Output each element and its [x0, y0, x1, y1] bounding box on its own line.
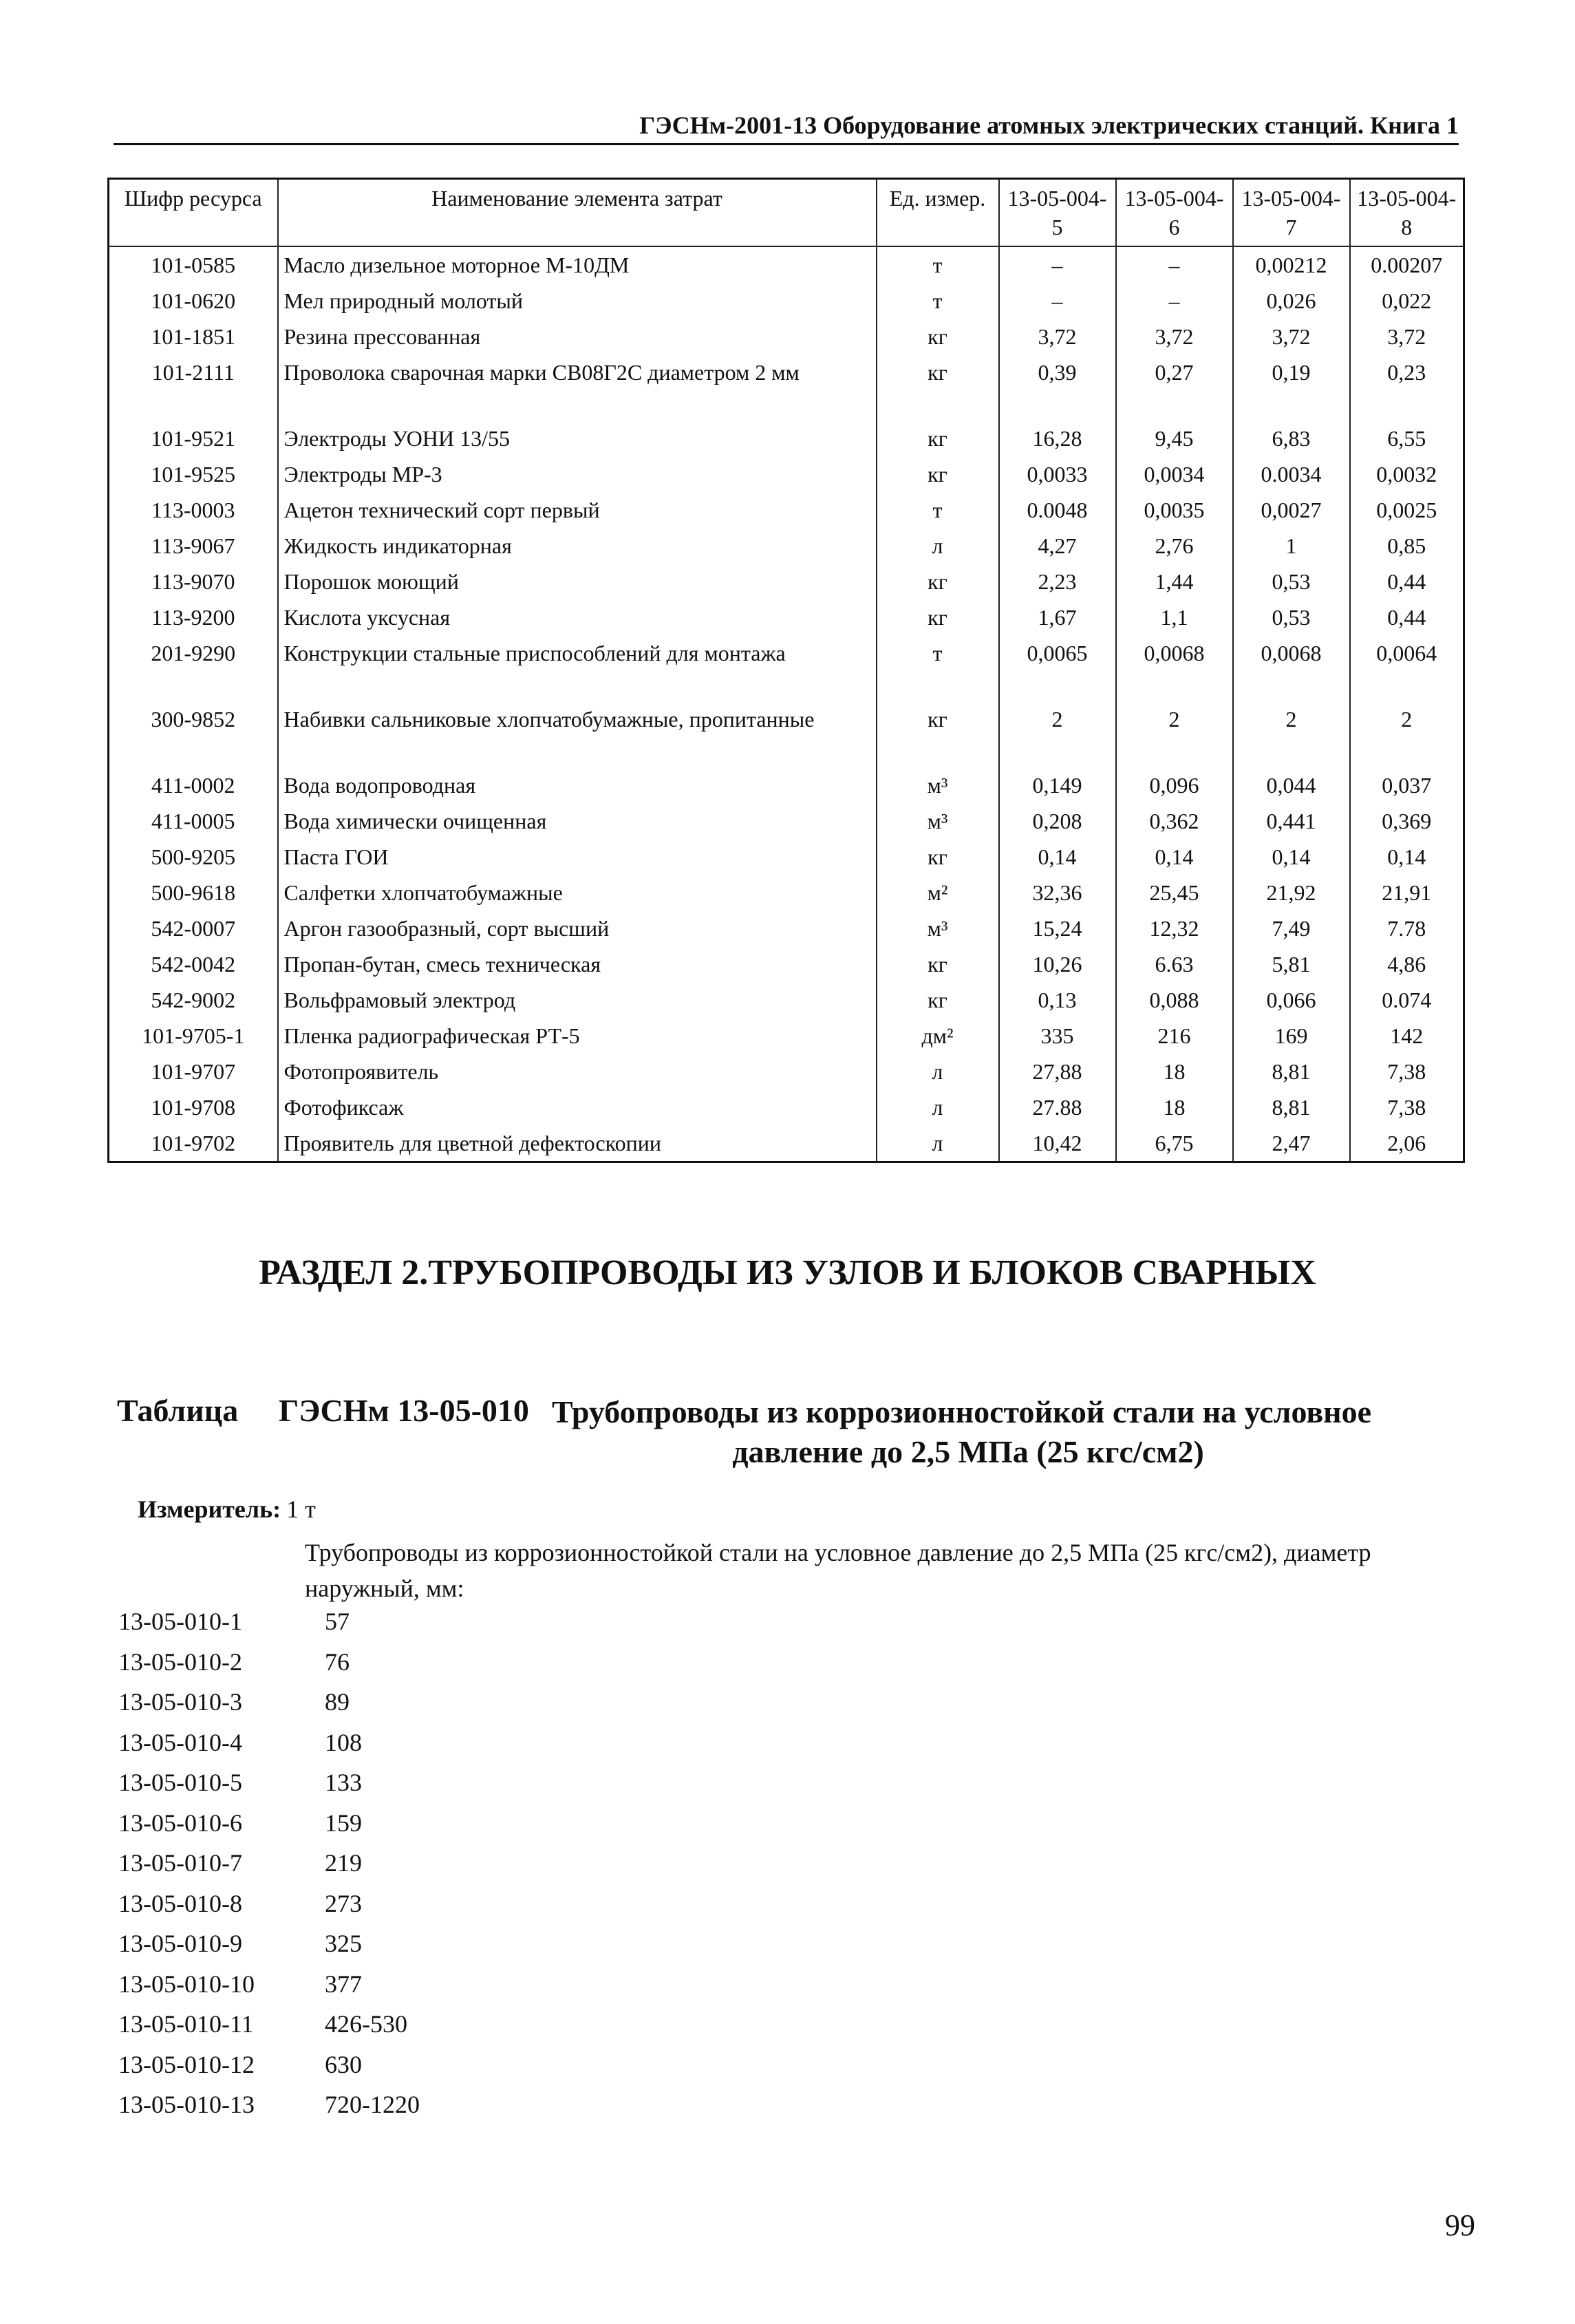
cell-value-8: 0,44	[1350, 599, 1464, 635]
cell-name: Проявитель для цветной дефектоскопии	[278, 1125, 877, 1162]
table-row	[109, 982, 1464, 1018]
table-row	[109, 246, 1464, 283]
cell-value-6: 6.63	[1116, 946, 1233, 982]
table-code: ГЭСНм 13-05-010	[279, 1393, 529, 1428]
cell-value-5: 4,27	[999, 528, 1116, 564]
cell-unit: м³	[877, 910, 999, 946]
page-header	[114, 111, 1459, 145]
spec-code: 13-05-010-12	[118, 2050, 255, 2078]
section-title: РАЗДЕЛ 2.ТРУБОПРОВОДЫ ИЗ УЗЛОВ И БЛОКОВ СВАРНЫХ	[259, 1253, 1316, 1292]
cell-value-5: 27.88	[999, 1089, 1116, 1125]
meter-value: 1 т	[286, 1495, 316, 1523]
cell-value-8: 21,91	[1350, 875, 1464, 910]
cell-value-5: 2,23	[999, 564, 1116, 599]
col-header-5: 13-05-004-5	[999, 179, 1116, 247]
cell-unit: л	[877, 528, 999, 564]
cell-value-8: 4,86	[1350, 946, 1464, 982]
cell-code: 101-0585	[109, 246, 278, 283]
cell-value-6: 216	[1116, 1018, 1233, 1054]
cell-value-5: 0.0048	[999, 492, 1116, 528]
cell-value-5: 10,26	[999, 946, 1116, 982]
spec-item	[118, 1648, 738, 1688]
cell-value-7: 0,53	[1233, 599, 1350, 635]
cell-value-6: 3,72	[1116, 319, 1233, 354]
cell-value-7: 0,14	[1233, 839, 1350, 875]
cell-value-5: 0,0033	[999, 456, 1116, 492]
spec-item	[118, 1970, 738, 2010]
cell-value-5: 0,0065	[999, 635, 1116, 701]
spec-diameter: 108	[325, 1728, 362, 1756]
spec-code: 13-05-010-2	[118, 1648, 242, 1676]
cell-value-7: 1	[1233, 528, 1350, 564]
table-row	[109, 839, 1464, 875]
table-row	[109, 1018, 1464, 1054]
col-header-name: Наименование элемента затрат	[278, 179, 877, 247]
cell-value-8: 3,72	[1350, 319, 1464, 354]
spec-diameter: 57	[325, 1608, 350, 1635]
spec-description: Трубопроводы из коррозионностойкой стали на условное давление до 2,5 МПа (25 кгс/см2), диаметр наружный, мм:	[305, 1539, 1371, 1602]
cell-value-7: 7,49	[1233, 910, 1350, 946]
cell-value-8: 142	[1350, 1018, 1464, 1054]
cell-code: 500-9618	[109, 875, 278, 910]
col-header-code: Шифр ресурса	[109, 179, 278, 247]
cell-unit: л	[877, 1054, 999, 1089]
spec-code: 13-05-010-9	[118, 1930, 242, 1957]
cell-code: 300-9852	[109, 701, 278, 767]
table-row	[109, 564, 1464, 599]
table-row	[109, 354, 1464, 420]
cell-unit: кг	[877, 420, 999, 456]
cell-value-6: 25,45	[1116, 875, 1233, 910]
cell-code: 101-2111	[109, 354, 278, 420]
cell-value-7: 5,81	[1233, 946, 1350, 982]
cell-code: 101-9521	[109, 420, 278, 456]
cell-value-6: 0,0035	[1116, 492, 1233, 528]
cell-value-5: 32,36	[999, 875, 1116, 910]
cell-code: 113-9200	[109, 599, 278, 635]
cell-value-7: 6,83	[1233, 420, 1350, 456]
cell-value-6: 18	[1116, 1089, 1233, 1125]
cell-value-5: 27,88	[999, 1054, 1116, 1089]
cell-unit: кг	[877, 319, 999, 354]
table-row	[109, 767, 1464, 803]
cell-unit: т	[877, 246, 999, 283]
cell-value-6: 0,088	[1116, 982, 1233, 1018]
spec-item	[118, 1889, 738, 1930]
cell-value-6: 0,096	[1116, 767, 1233, 803]
meter	[138, 1495, 316, 1524]
cell-code: 542-0042	[109, 946, 278, 982]
cell-value-5: –	[999, 283, 1116, 319]
spec-diameter: 89	[325, 1688, 350, 1716]
table-label: Таблица	[117, 1393, 239, 1428]
cell-value-6: 0,14	[1116, 839, 1233, 875]
cell-value-6: 18	[1116, 1054, 1233, 1089]
spec-code: 13-05-010-6	[118, 1809, 242, 1837]
cell-value-8: 0,85	[1350, 528, 1464, 564]
table-row	[109, 1054, 1464, 1089]
cell-value-7: 0,066	[1233, 982, 1350, 1018]
spec-item	[118, 1728, 738, 1769]
cell-name: Проволока сварочная марки СВ08Г2С диаметром 2 мм	[278, 354, 877, 420]
cell-value-5: 0,149	[999, 767, 1116, 803]
page-header-title: ГЭСНм-2001-13 Оборудование атомных электрических станций. Книга 1	[639, 111, 1459, 139]
spec-item	[118, 1848, 738, 1889]
cell-unit: м²	[877, 875, 999, 910]
cell-name: Вольфрамовый электрод	[278, 982, 877, 1018]
cell-unit: кг	[877, 982, 999, 1018]
spec-diameter: 426-530	[325, 2010, 407, 2038]
table-row	[109, 910, 1464, 946]
spec-code: 13-05-010-10	[118, 1970, 255, 1998]
cell-code: 542-0007	[109, 910, 278, 946]
cell-name: Вода химически очищенная	[278, 803, 877, 839]
cell-name: Салфетки хлопчатобумажные	[278, 875, 877, 910]
cell-value-7: 8,81	[1233, 1089, 1350, 1125]
spec-code: 13-05-010-4	[118, 1728, 242, 1756]
cell-name: Аргон газообразный, сорт высший	[278, 910, 877, 946]
resource-table-header	[109, 179, 1464, 247]
cell-name: Электроды МР-3	[278, 456, 877, 492]
cell-value-5: 0,14	[999, 839, 1116, 875]
spec-item	[118, 1809, 738, 1849]
cell-value-6: 2,76	[1116, 528, 1233, 564]
cell-value-8: 2,06	[1350, 1125, 1464, 1162]
cell-unit: кг	[877, 564, 999, 599]
cell-name: Пропан-бутан, смесь техническая	[278, 946, 877, 982]
table-row	[109, 599, 1464, 635]
spec-diameter: 630	[325, 2050, 362, 2078]
cell-value-6: 6,75	[1116, 1125, 1233, 1162]
spec-item	[118, 1687, 738, 1728]
cell-value-7: 0,19	[1233, 354, 1350, 420]
cell-value-6: –	[1116, 246, 1233, 283]
cell-value-7: 3,72	[1233, 319, 1350, 354]
spec-item	[118, 2050, 738, 2091]
cell-value-8: 2	[1350, 701, 1464, 767]
col-header-unit: Ед. измер.	[877, 179, 999, 247]
spec-item	[118, 2090, 738, 2131]
cell-value-5: 15,24	[999, 910, 1116, 946]
cell-name: Пленка радиографическая РТ-5	[278, 1018, 877, 1054]
cell-value-8: 0,23	[1350, 354, 1464, 420]
cell-code: 101-9705-1	[109, 1018, 278, 1054]
spec-diameter: 133	[325, 1769, 362, 1796]
cell-value-6: 1,1	[1116, 599, 1233, 635]
spec-diameter: 325	[325, 1930, 362, 1957]
cell-value-6: –	[1116, 283, 1233, 319]
resource-table-body	[109, 246, 1464, 1162]
table-title-line1: Трубопроводы из коррозионностойкой стали на условное	[552, 1394, 1372, 1429]
cell-value-8: 7,38	[1350, 1089, 1464, 1125]
cell-value-7: 0.0034	[1233, 456, 1350, 492]
cell-name: Кислота уксусная	[278, 599, 877, 635]
cell-value-8: 0,14	[1350, 839, 1464, 875]
cell-name: Ацетон технический сорт первый	[278, 492, 877, 528]
cell-value-6: 12,32	[1116, 910, 1233, 946]
cell-name: Паста ГОИ	[278, 839, 877, 875]
cell-unit: дм²	[877, 1018, 999, 1054]
cell-code: 101-0620	[109, 283, 278, 319]
spec-code: 13-05-010-3	[118, 1688, 242, 1716]
col-header-8: 13-05-004-8	[1350, 179, 1464, 247]
cell-code: 201-9290	[109, 635, 278, 701]
meter-label: Измеритель:	[138, 1495, 281, 1523]
cell-value-5: 2	[999, 701, 1116, 767]
cell-value-5: 0,39	[999, 354, 1116, 420]
cell-name: Конструкции стальные приспособлений для монтажа	[278, 635, 877, 701]
spec-code: 13-05-010-13	[118, 2091, 255, 2118]
cell-code: 101-9702	[109, 1125, 278, 1162]
table-row	[109, 456, 1464, 492]
cell-value-6: 1,44	[1116, 564, 1233, 599]
table-row	[109, 528, 1464, 564]
cell-unit: м³	[877, 767, 999, 803]
spec-item	[118, 1607, 738, 1648]
cell-unit: кг	[877, 354, 999, 420]
cell-code: 101-9525	[109, 456, 278, 492]
cell-value-5: 0,13	[999, 982, 1116, 1018]
cell-value-7: 0,026	[1233, 283, 1350, 319]
cell-name: Фотопроявитель	[278, 1054, 877, 1089]
table-row	[109, 492, 1464, 528]
cell-value-7: 2	[1233, 701, 1350, 767]
cell-code: 411-0002	[109, 767, 278, 803]
cell-value-8: 0,022	[1350, 283, 1464, 319]
cell-unit: кг	[877, 456, 999, 492]
cell-value-7: 0,53	[1233, 564, 1350, 599]
cell-value-7: 21,92	[1233, 875, 1350, 910]
cell-unit: л	[877, 1089, 999, 1125]
cell-code: 411-0005	[109, 803, 278, 839]
cell-unit: т	[877, 635, 999, 701]
cell-code: 500-9205	[109, 839, 278, 875]
cell-value-5: 335	[999, 1018, 1116, 1054]
col-header-7: 13-05-004-7	[1233, 179, 1350, 247]
cell-value-7: 0,441	[1233, 803, 1350, 839]
cell-value-8: 7,38	[1350, 1054, 1464, 1089]
cell-value-8: 0,369	[1350, 803, 1464, 839]
cell-code: 101-9708	[109, 1089, 278, 1125]
cell-value-8: 0.00207	[1350, 246, 1464, 283]
cell-value-6: 0,0034	[1116, 456, 1233, 492]
spec-code: 13-05-010-7	[118, 1849, 242, 1877]
cell-unit: кг	[877, 946, 999, 982]
spec-diameter: 76	[325, 1648, 350, 1676]
cell-name: Порошок моющий	[278, 564, 877, 599]
table-row	[109, 420, 1464, 456]
table-row	[109, 319, 1464, 354]
cell-value-8: 7.78	[1350, 910, 1464, 946]
cell-value-5: 3,72	[999, 319, 1116, 354]
cell-name: Вода водопроводная	[278, 767, 877, 803]
cell-value-7: 2,47	[1233, 1125, 1350, 1162]
cell-code: 113-9070	[109, 564, 278, 599]
cell-code: 113-0003	[109, 492, 278, 528]
cell-name: Жидкость индикаторная	[278, 528, 877, 564]
cell-value-8: 0,0064	[1350, 635, 1464, 701]
cell-unit: т	[877, 283, 999, 319]
cell-value-6: 9,45	[1116, 420, 1233, 456]
cell-value-5: 16,28	[999, 420, 1116, 456]
table-row	[109, 635, 1464, 701]
cell-value-8: 0,037	[1350, 767, 1464, 803]
cell-code: 113-9067	[109, 528, 278, 564]
resource-table	[107, 178, 1465, 1163]
spec-code: 13-05-010-1	[118, 1608, 242, 1635]
spec-item	[118, 1768, 738, 1809]
cell-unit: т	[877, 492, 999, 528]
table-row	[109, 283, 1464, 319]
spec-item	[118, 2009, 738, 2050]
cell-unit: м³	[877, 803, 999, 839]
table-row	[109, 1125, 1464, 1162]
spec-diameter: 377	[325, 1970, 362, 1998]
cell-name: Масло дизельное моторное М-10ДМ	[278, 246, 877, 283]
cell-value-6: 2	[1116, 701, 1233, 767]
cell-value-5: 0,208	[999, 803, 1116, 839]
spec-diameter: 159	[325, 1809, 362, 1837]
cell-unit: кг	[877, 839, 999, 875]
page-number: 99	[1445, 2208, 1475, 2242]
cell-name: Резина прессованная	[278, 319, 877, 354]
spec-diameter: 720-1220	[325, 2091, 420, 2118]
cell-value-8: 0,44	[1350, 564, 1464, 599]
cell-value-6: 0,362	[1116, 803, 1233, 839]
cell-value-5: 10,42	[999, 1125, 1116, 1162]
cell-value-7: 169	[1233, 1018, 1350, 1054]
cell-code: 101-9707	[109, 1054, 278, 1089]
cell-name: Фотофиксаж	[278, 1089, 877, 1125]
cell-unit: л	[877, 1125, 999, 1162]
cell-value-8: 0,0025	[1350, 492, 1464, 528]
cell-value-8: 6,55	[1350, 420, 1464, 456]
cell-value-7: 0,0027	[1233, 492, 1350, 528]
spec-code: 13-05-010-11	[118, 2010, 254, 2038]
cell-value-7: 0,0068	[1233, 635, 1350, 701]
cell-code: 101-1851	[109, 319, 278, 354]
cell-value-5: 1,67	[999, 599, 1116, 635]
cell-value-7: 0,044	[1233, 767, 1350, 803]
spec-list	[118, 1607, 738, 2131]
cell-unit: кг	[877, 701, 999, 767]
table-title	[552, 1392, 1467, 1472]
cell-value-8: 0.074	[1350, 982, 1464, 1018]
col-header-6: 13-05-004-6	[1116, 179, 1233, 247]
cell-code: 542-9002	[109, 982, 278, 1018]
cell-value-5: –	[999, 246, 1116, 283]
spec-code: 13-05-010-8	[118, 1889, 242, 1917]
spec-item	[118, 1929, 738, 1970]
cell-name: Набивки сальниковые хлопчатобумажные, пропитанные	[278, 701, 877, 767]
cell-name: Электроды УОНИ 13/55	[278, 420, 877, 456]
table-row	[109, 946, 1464, 982]
cell-unit: кг	[877, 599, 999, 635]
cell-value-6: 0,0068	[1116, 635, 1233, 701]
cell-name: Мел природный молотый	[278, 283, 877, 319]
table-row	[109, 701, 1464, 767]
cell-value-7: 0,00212	[1233, 246, 1350, 283]
table-row	[109, 803, 1464, 839]
cell-value-8: 0,0032	[1350, 456, 1464, 492]
spec-code: 13-05-010-5	[118, 1769, 242, 1796]
cell-value-7: 8,81	[1233, 1054, 1350, 1089]
spec-diameter: 273	[325, 1889, 362, 1917]
cell-value-6: 0,27	[1116, 354, 1233, 420]
spec-diameter: 219	[325, 1849, 362, 1877]
table-title-line2: давление до 2,5 МПа (25 кгс/см2)	[732, 1434, 1204, 1469]
table-row	[109, 1089, 1464, 1125]
table-row	[109, 875, 1464, 910]
